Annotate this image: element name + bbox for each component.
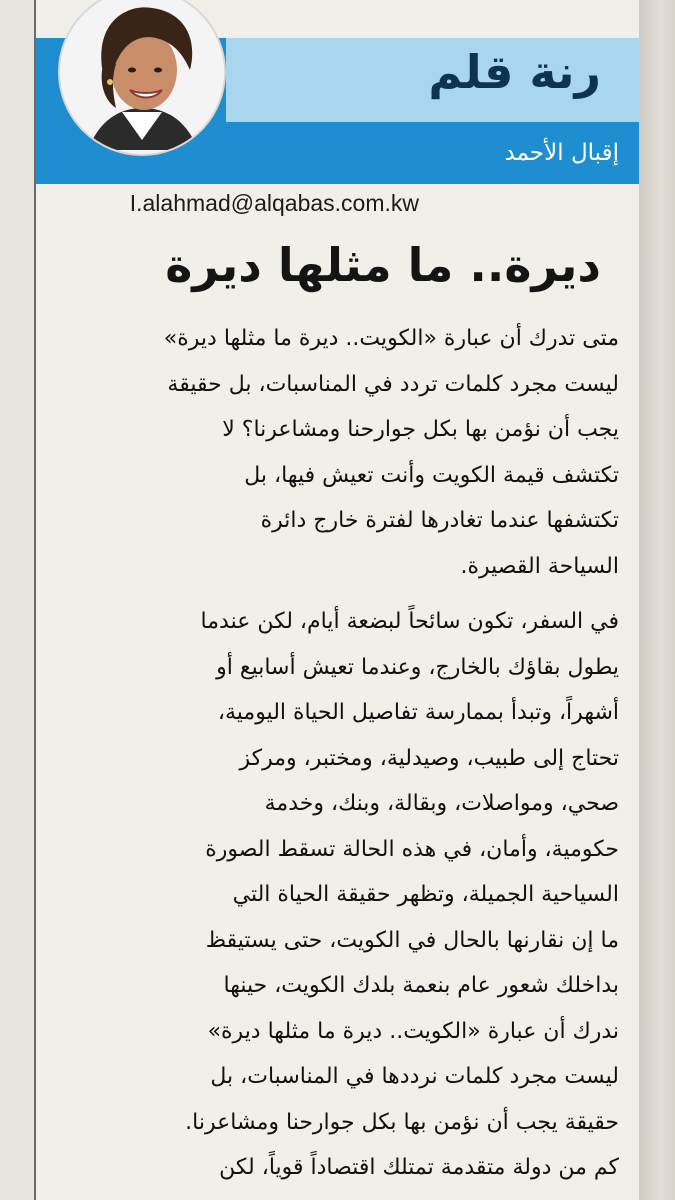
- text-line: ندرك أن عبارة «الكويت.. ديرة ما مثلها ديرة»: [207, 1018, 619, 1044]
- text-line: السياحية الجميلة، وتظهر حقيقة الحياة التي: [232, 882, 619, 907]
- text-line: في السفر، تكون سائحاً لبضعة أيام، لكن عندما: [200, 609, 619, 634]
- paragraph: [36, 599, 639, 1191]
- column-title: رنة قلم: [428, 45, 601, 99]
- text-line: كم من دولة متقدمة تمتلك اقتصاداً قوياً، لكن: [219, 1155, 619, 1180]
- opinion-column: [34, 0, 639, 1200]
- text-line: ليست مجرد كلمات نرددها في المناسبات، بل: [210, 1064, 619, 1089]
- text-line: السياحة القصيرة.: [460, 553, 619, 579]
- text-line: تحتاج إلى طبيب، وصيدلية، ومختبر، ومركز: [239, 745, 619, 771]
- paragraph-gap: [36, 589, 639, 599]
- text-line: متى تدرك أن عبارة «الكويت.. ديرة ما مثلها ديرة»: [163, 326, 619, 351]
- text-line: حكومية، وأمان، في هذه الحالة تسقط الصورة: [205, 836, 619, 862]
- page-edge: [639, 0, 675, 1200]
- text-line: تكتشف قيمة الكويت وأنت تعيش فيها، بل: [244, 462, 619, 488]
- text-line: ما إن نقارنها بالحال في الكويت، حتى يستيقظ: [205, 927, 619, 953]
- text-line: صحي، ومواصلات، وبقالة، وبنك، وخدمة: [264, 791, 619, 816]
- article-body: [36, 316, 639, 1191]
- text-line: تكتشفها عندما تغادرها لفترة خارج دائرة: [260, 508, 619, 533]
- text-line: يجب أن نؤمن بها بكل جوارحنا ومشاعرنا؟ لا: [222, 417, 619, 442]
- paragraph: [36, 316, 639, 589]
- text-line: ليست مجرد كلمات تردد في المناسبات، بل حقيقة: [167, 371, 619, 397]
- text-line: بداخلك شعور عام بنعمة بلدك الكويت، حينها: [223, 973, 619, 998]
- text-line: حقيقة يجب أن نؤمن بها بكل جوارحنا ومشاعرنا.: [185, 1109, 619, 1135]
- author-email: I.alahmad@alqabas.com.kw: [129, 190, 419, 216]
- article-headline: ديرة.. ما مثلها ديرة: [165, 238, 601, 292]
- text-line: أشهراً، وتبدأ بممارسة تفاصيل الحياة اليومية،: [217, 700, 619, 725]
- author-name: إقبال الأحمد: [504, 140, 619, 166]
- text-line: يطول بقاؤك بالخارج، وعندما تعيش أسابيع أو: [216, 654, 619, 680]
